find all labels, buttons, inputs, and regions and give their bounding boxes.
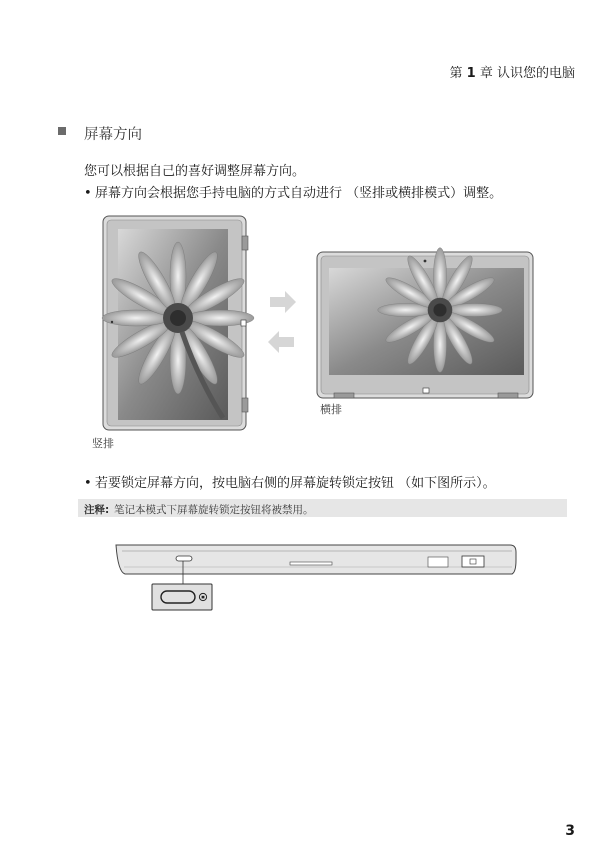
chapter-prefix: 第 [449,66,463,81]
bullet-item [84,472,496,491]
chapter-title: 章 认识您的电脑 [479,66,575,81]
page-number: 3 [565,823,575,839]
landscape-tablet-illustration [317,248,533,398]
landscape-caption: 横排 [320,403,342,416]
note-text: 笔记本模式下屏幕旋转锁定按钮将被禁用。 [114,504,314,516]
rotation-lock-button-callout [152,584,212,610]
bullet-text: 屏幕方向会根据您手持电脑的方式自动进行 （竖排或横排模式）调整。 [95,186,503,201]
rotate-arrows-icon [268,291,296,353]
note-label: 注释: [84,504,110,516]
bullet-dot-icon: • [84,186,92,201]
portrait-tablet-illustration [102,216,254,430]
bullet-dot-icon: • [84,476,92,491]
intro-paragraph: 您可以根据自己的喜好调整屏幕方向。 [84,164,306,179]
chapter-number: 1 [466,66,476,81]
laptop-side-view-illustration [116,545,516,584]
portrait-caption: 竖排 [92,437,114,450]
bullet-text: 若要锁定屏幕方向，按电脑右侧的屏幕旋转锁定按钮 （如下图所示）。 [95,476,496,491]
section-title: 屏幕方向 [84,127,142,143]
